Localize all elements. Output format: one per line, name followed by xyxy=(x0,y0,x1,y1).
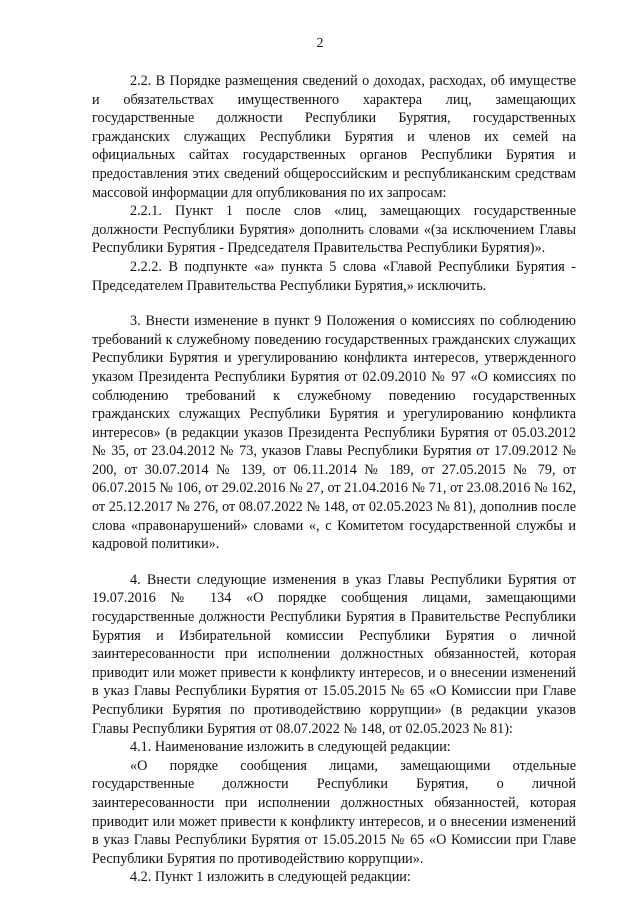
paragraph-4-1: 4.1. Наименование изложить в следующей редакции: xyxy=(130,739,451,756)
paragraph-2-2-1: 2.2.1. Пункт 1 после слов «лиц, замещающих государственные должности Республики Бурятия» дополнить словами «(за исключением Главы Республики Бурятия - Председателя Правительства Республики Бурятия)». xyxy=(92,203,576,257)
page-number: 2 xyxy=(316,36,324,51)
paragraph-gap xyxy=(92,554,576,571)
paragraph-2-2-2: 2.2.2. В подпункте «а» пункта 5 слова «Главой Республики Бурятия - Председателем Правительства Республики Бурятия,» исключить. xyxy=(92,258,576,294)
paragraph-3: 3. Внести изменение в пункт 9 Положения о комиссиях по соблюдению требований к служебному поведению государственных гражданских служащих Республики Бурятия и урегулированию конфликта интересов, утвержденного указом Президента Республики Бурятия от 02.09.2010 № 97 «О комиссиях по соблюдению требований к служебному поведению государственных гражданских служащих Республики Бурятия и урегулированию конфликта интересов» (в редакции указов Президента Республики Бурятия от 05.03.2012 № 35, от 23.04.2012 № 73, указов Главы Республики Бурятия от 17.09.2012 № 200, от 30.07.2014 № 139, от 06.11.2014 № 189, от 27.05.2015 № 79, от 06.07.2015 № 106, от 29.02.2016 № 27, от 21.04.2016 № 71, от 23.08.2016 № 162, от 25.12.2017 № 276, от 08.07.2022 № 148, от 02.05.2023 № 81), дополнив после слова «правонарушений» словами «, с Комитетом государственной службы и кадровой политики». xyxy=(92,313,576,553)
paragraph-4: 4. Внести следующие изменения в указ Главы Республики Бурятия от 19.07.2016 № 134 «О порядке сообщения лицами, замещающими государственные должности Республики Бурятия в Правительстве Республики Бурятия и Избирательной комиссии Республики Бурятия о личной заинтересованности при исполнении должностных обязанностей, которая приводит или может привести к конфликту интересов, и о внесении изменений в указ Главы Республики Бурятия от 15.05.2015 № 65 «О Комиссии при Главе Республики Бурятия по противодействию коррупции» (в редакции указов Главы Республики Бурятия от 08.07.2022 № 148, от 02.05.2023 № 81): xyxy=(92,571,576,737)
paragraph-2-2: 2.2. В Порядке размещения сведений о доходах, расходах, об имуществе и обязательствах имущественного характера лиц, замещающих государственные должности Республики Бурятия, государственных гражданских служащих Республики Бурятия и членов их семей на официальных сайтах государственных органов Республики Бурятия и предоставления этих сведений общероссийским и республиканским средствам массовой информации для опубликования по их запросам: xyxy=(92,73,576,201)
document-body xyxy=(92,72,576,887)
paragraph-4-1-quote: «О порядке сообщения лицами, замещающими отдельные государственные должности Республики Бурятия, о личной заинтересованности при исполнении должностных обязанностей, которая приводит или может привести к конфликту интересов, и о внесении изменений в указ Главы Республики Бурятия от 15.05.2015 № 65 «О Комиссии при Главе Республики Бурятия по противодействию коррупции». xyxy=(92,757,576,867)
paragraph-4-2: 4.2. Пункт 1 изложить в следующей редакции: xyxy=(130,869,411,886)
paragraph-gap xyxy=(92,295,576,312)
